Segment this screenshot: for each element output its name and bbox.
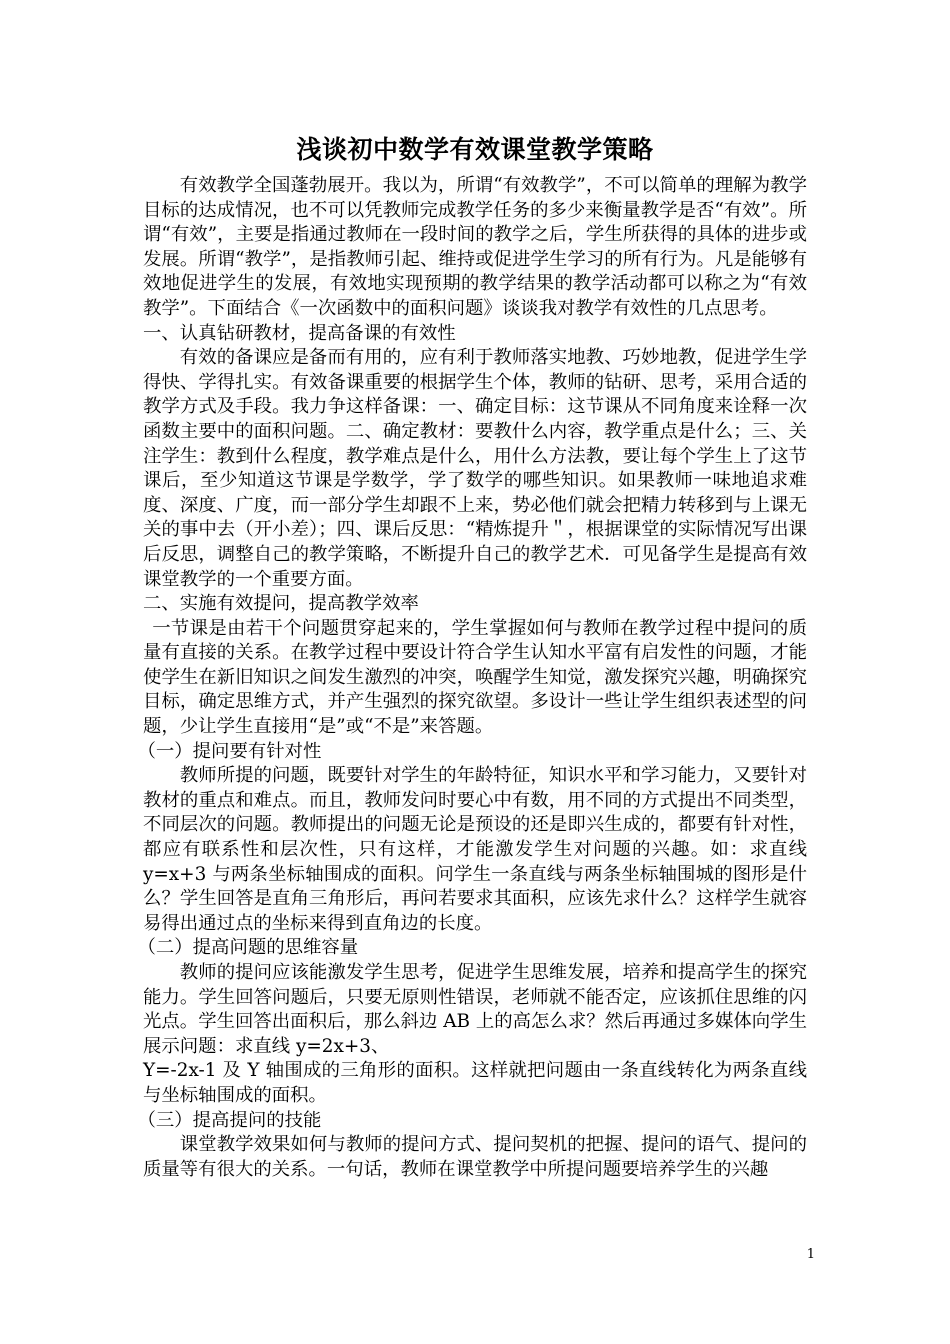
section-1-paragraph: 有效的备课应是备而有用的，应有利于教师落实地教、巧妙地教，促进学生学得快、学得扎实。有效备课重要的根据学生个体，教师的钻研、思考，采用合适的教学方式及手段。我力争这样备课：一、确定目标：这节课从不同角度来诠释一次函数主要中的面积问题。二、确定教材：要教什么内容，教学重点是什么；三、关注学生：教到什么程度，教学难点是什么，用什么方法教，要让每个学生上了这节课后，至少知道这节课是学数学，学了数学的哪些知识。如果教师一味地追求难度、深度、广度，而一部分学生却跟不上来，势必他们就会把精力转移到与上课无关的事中去（开小差）；四、课后反思：“精炼提升＂，根据课堂的实际情况写出课后反思，调整自己的教学策略，不断提升自己的教学艺术．可见备学生是提高有效课堂教学的一个重要方面。: [143, 347, 807, 590]
subsection-1-heading: （一）提问要有针对性: [137, 740, 322, 762]
subsection-3-heading: （三）提高提问的技能: [137, 1109, 322, 1131]
section-2-heading: 二、实施有效提问，提高教学效率: [143, 593, 419, 615]
subsection-2-heading: （二）提高问题的思维容量: [137, 937, 359, 959]
subsection-2-paragraph-a: 教师的提问应该能激发学生思考，促进学生思维发展，培养和提高学生的探究能力。学生回答问题后，只要无原则性错误，老师就不能否定，应该抓住思维的闪光点。学生回答出面积后，那么斜边 AB 上的高怎么求？然后再通过多媒体向学生展示问题：求直线 y=2x+3、: [143, 962, 807, 1057]
document-title: 浅谈初中数学有效课堂教学策略: [296, 135, 654, 164]
subsection-2-paragraph-b: Y=-2x-1 及 Y 轴围成的三角形的面积。这样就把问题由一条直线转化为两条直线与坐标轴围成的面积。: [143, 1060, 807, 1106]
page-number: 1: [806, 1247, 815, 1262]
document-body: [137, 174, 807, 1182]
section-2-paragraph: 一节课是由若干个问题贯穿起来的，学生掌握如何与教师在教学过程中提问的质量有直接的关系。在教学过程中要设计符合学生认知水平富有启发性的问题，才能使学生在新旧知识之间发生激烈的冲突，唤醒学生知觉，激发探究兴趣，明确探究目标，确定思维方式，并产生强烈的探究欲望。多设计一些让学生组织表述型的问题，少让学生直接用“是”或“不是”来答题。: [143, 617, 807, 738]
intro-paragraph: 有效教学全国蓬勃展开。我以为，所谓“有效教学”，不可以简单的理解为教学目标的达成情况，也不可以凭教师完成教学任务的多少来衡量教学是否“有效”。所谓“有效”，主要是指通过教师在一段时间的教学之后，学生所获得的具体的进步或发展。所谓“教学”，是指教师引起、维持或促进学生学习的所有行为。凡是能够有效地促进学生的发展，有效地实现预期的教学结果的教学活动都可以称之为“有效教学”。下面结合《一次函数中的面积问题》谈谈我对教学有效性的几点思考。: [143, 175, 807, 319]
subsection-1-paragraph: 教师所提的问题，既要针对学生的年龄特征，知识水平和学习能力，又要针对教材的重点和难点。而且，教师发问时要心中有数，用不同的方式提出不同类型，不同层次的问题。教师提出的问题无论是预设的还是即兴生成的，都要有针对性，都应有联系性和层次性，只有这样，才能激发学生对问题的兴趣。如：求直线 y=x+3 与两条坐标轴围成的面积。问学生一条直线与两条坐标轴围城的图形是什么？学生回答是直角三角形后，再问若要求其面积，应该先求什么？这样学生就容易得出通过点的坐标来得到直角边的长度。: [143, 765, 807, 934]
subsection-3-paragraph: 课堂教学效果如何与教师的提问方式、提问契机的把握、提问的语气、提问的质量等有很大的关系。一句话，教师在课堂教学中所提问题要培养学生的兴趣: [143, 1134, 807, 1180]
section-1-heading: 一、认真钻研教材，提高备课的有效性: [143, 322, 456, 344]
